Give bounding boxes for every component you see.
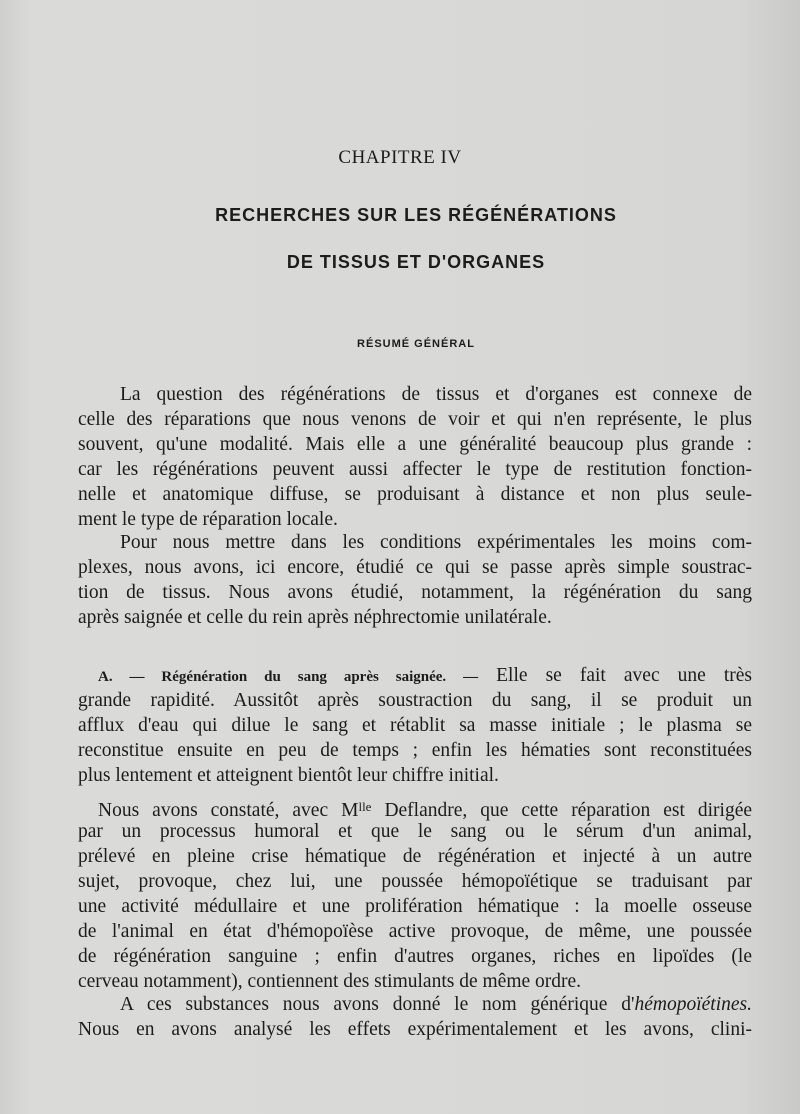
paragraph-line: prélevé en pleine crise hématique de régénération et injecté à un autre: [78, 846, 752, 867]
paragraph-line: grande rapidité. Aussitôt après soustraction du sang, il se produit un: [78, 690, 752, 711]
chapter-title-line-1: RECHERCHES SUR LES RÉGÉNÉRATIONS: [215, 205, 617, 225]
paragraph-line: celle des réparations que nous venons de voir et qui n'en représente, le plus: [78, 409, 752, 430]
paragraph-line: reconstitue ensuite en peu de temps ; enfin les hématies sont reconstituées: [78, 740, 752, 761]
paragraph-line: plus lentement et atteignent bientôt leur chiffre initial.: [78, 765, 499, 786]
paragraph-line: plexes, nous avons, ici encore, étudié ce qui se passe après simple soustrac-: [78, 557, 752, 578]
paragraph-line: Pour nous mettre dans les conditions expérimentales les moins com-: [120, 532, 752, 553]
section-heading: RÉSUMÉ GÉNÉRAL: [357, 338, 475, 350]
paragraph-line: par un processus humoral et que le sang ou le sérum d'un animal,: [78, 821, 752, 842]
paragraph-line: nelle et anatomique diffuse, se produisant à distance et non plus seule-: [78, 484, 752, 505]
subsection-heading: A. — Régénération du sang après saignée. —: [98, 669, 479, 685]
paragraph-line: A. — Régénération du sang après saignée. — Elle se fait avec une très: [98, 665, 753, 686]
chapter-title-line-2: DE TISSUS ET D'ORGANES: [286, 252, 546, 272]
paragraph-line: cerveau notamment), contiennent des stimulants de même ordre.: [78, 971, 582, 992]
paragraph-line: Nous avons constaté, avec $M^{lle}$ Deflandre, que cette réparation est dirigée: [98, 799, 753, 821]
paragraph-line: de l'animal en état d'hémopoïèse active provoque, de même, une poussée: [78, 921, 752, 942]
chapter-number: CHAPITRE IV: [338, 147, 462, 168]
paragraph-line: La question des régénérations de tissus et d'organes est connexe de: [120, 384, 752, 405]
paragraph-line: une activité médullaire et une prolifération hématique : la moelle osseuse: [78, 896, 752, 917]
paragraph-line: Nous en avons analysé les effets expérimentalement et les avons, clini-: [78, 1019, 752, 1040]
paragraph-line: sujet, provoque, chez lui, une poussée hémopoïétique se traduisant par: [78, 871, 752, 892]
paragraph-line: afflux d'eau qui dilue le sang et rétablit sa masse initiale ; le plasma se: [78, 715, 752, 736]
paragraph-line: A ces substances nous avons donné le nom générique d'hémopoïétines.: [120, 994, 752, 1015]
paragraph-line: après saignée et celle du rein après néphrectomie unilatérale.: [78, 607, 552, 628]
paragraph-line: car les régénérations peuvent aussi affecter le type de restitution fonction-: [78, 459, 752, 480]
paragraph-line: de régénération sanguine ; enfin d'autres organes, riches en lipoïdes (le: [78, 946, 752, 967]
paragraph-line: ment le type de réparation locale.: [78, 509, 338, 530]
paragraph-line: tion de tissus. Nous avons étudié, notamment, la régénération du sang: [78, 582, 752, 603]
paragraph-line: souvent, qu'une modalité. Mais elle a une généralité beaucoup plus grande :: [78, 434, 752, 455]
